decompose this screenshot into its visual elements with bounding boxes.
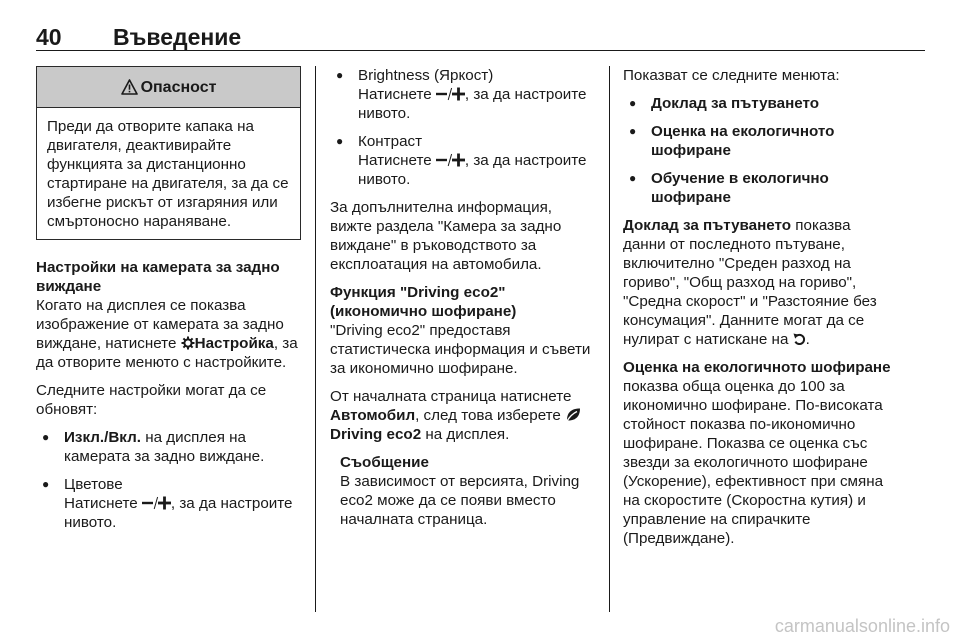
header-rule <box>36 50 925 51</box>
settings-intro: Следните настройки могат да се обновят: <box>36 382 267 418</box>
eco-menu-list <box>623 94 893 207</box>
eco-leaf-icon <box>565 407 581 422</box>
page-number: 40 <box>36 24 62 50</box>
minus-plus-icon <box>436 153 465 167</box>
list-item-contrast: ● Контраст <box>330 132 598 151</box>
brightness-instruction: Натиснете , за да настроите нивото. <box>358 86 587 122</box>
driving-eco2-description: "Driving eco2" предоставя статистическа информация и съвети за икономично шофиране. <box>330 322 591 377</box>
watermark: carmanualsonline.info <box>774 616 950 636</box>
warning-text: Преди да отворите капака на двигателя, деактивирайте функцията за дистанционно стартиране на двигателя, за да се избегне рискът от изгаряния или смъртоносно нараняване. <box>47 118 289 230</box>
driving-eco2-heading: Функция "Driving eco2" (икономично шофиране) <box>330 284 517 320</box>
adjust-list <box>330 66 598 85</box>
colors-instruction: Натиснете , за да настроите нивото. <box>64 495 293 531</box>
column-3 <box>623 62 893 557</box>
camera-settings-paragraph: Когато на дисплея се показва изображение от камерата за задно виждане, натиснете Настройка, за да отворите менюто с настройките. <box>36 297 298 371</box>
list-item-on-off: ● Изкл./Вкл. на дисплея на камерата за задно виждане. <box>36 428 301 466</box>
reset-icon <box>793 332 806 346</box>
gear-icon <box>181 336 195 350</box>
column-divider-1 <box>315 66 316 612</box>
list-item-colors: ● Цветове <box>36 475 301 494</box>
note-text: В зависимост от версията, Driving eco2 може да се появи вместо началната страница. <box>340 473 580 528</box>
list-item-trip-report: ● Доклад за пътуването <box>623 94 893 113</box>
trip-report-paragraph: Доклад за пътуването показва данни от последното пътуване, включително "Среден разход на гориво", "Общ разход на гориво", "Средна скорост" и "Разстояние без консумация". Данните могат да се нулират с натискане на . <box>623 217 877 348</box>
list-item-eco-coaching: ● Обучение в екологично шофиране <box>623 169 893 207</box>
driving-eco2-instruction: От началната страница натиснете Автомобил, след това изберете Driving eco2 на дисплея. <box>330 387 598 444</box>
warning-title: Опасност <box>140 78 217 96</box>
list-item-eco-score: ● Оценка на екологичното шофиране <box>623 122 893 160</box>
column-2 <box>330 62 598 538</box>
column-divider-2 <box>609 66 610 612</box>
more-info-paragraph: За допълнителна информация, вижте раздела "Камера за задно виждане" в ръководството за експлоатация на автомобила. <box>330 199 562 273</box>
minus-plus-icon <box>436 87 465 101</box>
page-title: Въведение <box>113 24 242 50</box>
driving-eco2-label: Driving eco2 <box>330 426 422 443</box>
list-item-brightness: ● Brightness (Яркост) <box>330 66 598 85</box>
camera-settings-list <box>36 428 301 494</box>
warning-header <box>37 67 300 108</box>
vehicle-menu-label: Автомобил <box>330 407 416 424</box>
note-block <box>330 453 598 529</box>
camera-settings-heading: Настройки на камерата за задно виждане <box>36 259 280 295</box>
settings-button-label: Настройка <box>194 335 274 352</box>
contrast-instruction: Натиснете , за да настроите нивото. <box>358 152 587 188</box>
warning-icon <box>121 79 138 95</box>
eco-score-paragraph: Оценка на екологичното шофиране показва обща оценка до 100 за икономично шофиране. По-високата стойност показва по-икономично шофиране. Показва се оценка със звезди за екологичното шофиране (Ускорение), ефективност при смяна на скоростите (Скоростна кутия) и управление на спирачките (Предвиждане). <box>623 359 891 547</box>
note-title: Съобщение <box>340 454 429 471</box>
column-1 <box>36 62 301 541</box>
menus-intro: Показват се следните менюта: <box>623 67 840 84</box>
adjust-list-2 <box>330 132 598 151</box>
warning-box <box>36 66 301 240</box>
minus-plus-icon <box>142 496 171 510</box>
